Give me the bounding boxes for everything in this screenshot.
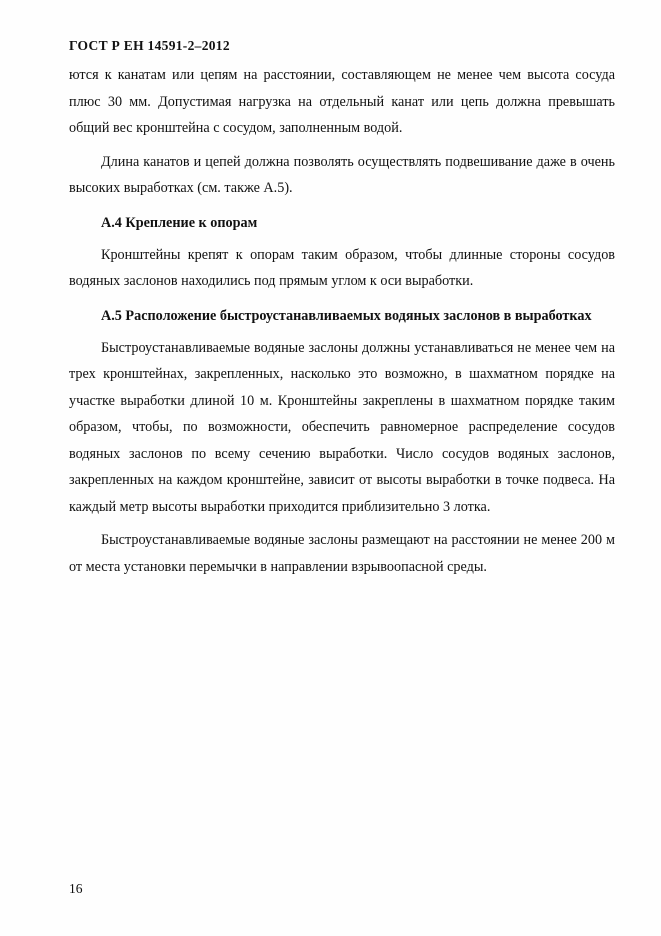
document-header: ГОСТ Р ЕН 14591-2–2012 (69, 38, 230, 53)
section-heading-a4: А.4 Крепление к опорам (101, 214, 258, 231)
paragraph-bracket-mounting: Кронштейны крепят к опорам таким образом, чтобы длинные стороны сосудов водяных заслонов находились под прямым углом к оси выработки. (69, 246, 615, 289)
paragraph-rope-length: Длина канатов и цепей должна позволять осуществлять подвешивание даже в очень высоких выработках (см. также А.5). (69, 153, 615, 196)
document-body (69, 62, 615, 587)
paragraph-barrier-placement: Быстроустанавливаемые водяные заслоны должны устанавливаться не менее чем на трех кронштейнах, закрепленных, насколько это возможно, в шахматном порядке на участке выработки длиной 10 м. Кронштейны закреплены в шахматном порядке таким образом, чтобы, по возможности, обеспечить равномерное распределение сосудов водяных заслонов по всему сечению выработки. Число сосудов водяных заслонов, закрепленных на каждом кронштейне, зависит от высоты выработки в точке подвеса. На каждый метр высоты выработки приходится приблизительно 3 лотка. (69, 339, 615, 515)
section-heading-a5: А.5 Расположение быстроустанавливаемых водяных заслонов в выработках (101, 307, 592, 324)
page-number: 16 (69, 881, 83, 896)
paragraph-continuation: ются к канатам или цепям на расстоянии, составляющем не менее чем высота сосуда плюс 30 мм. Допустимая нагрузка на отдельный канат или цепь должна превышать общий вес кронштейна с сосудом, заполненным водой. (69, 67, 615, 136)
paragraph-barrier-distance: Быстроустанавливаемые водяные заслоны размещают на расстоянии не менее 200 м от места установки перемычки в направлении взрывоопасной среды. (69, 532, 615, 575)
